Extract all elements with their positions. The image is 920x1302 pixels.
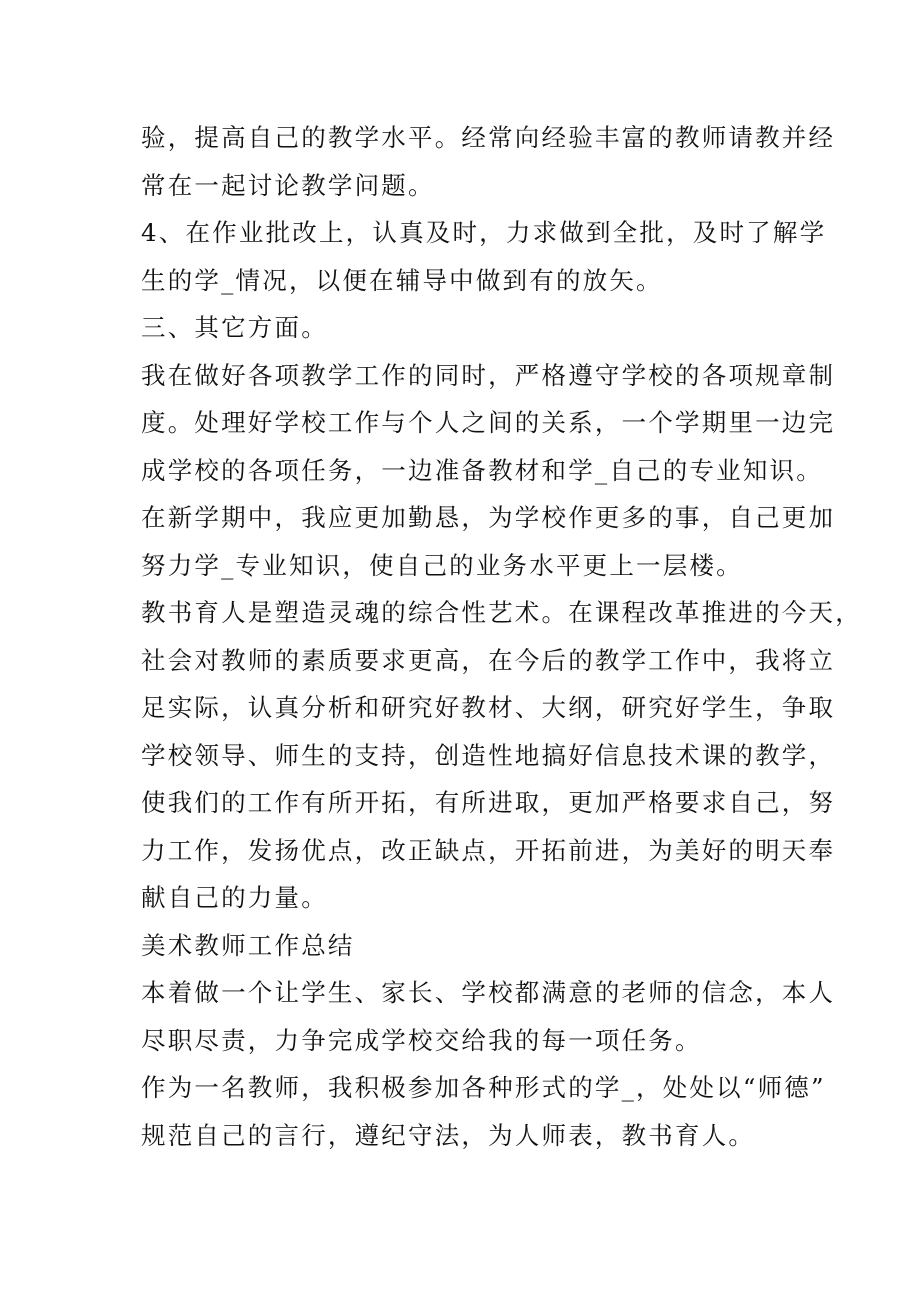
section-heading: 三、其它方面。 bbox=[141, 313, 328, 342]
document-title: 美术教师工作总结 bbox=[141, 930, 355, 960]
text-line: 力工作，发扬优点，改正缺点，开拓前进，为美好的明天奉 bbox=[141, 835, 836, 865]
text-line: 教书育人是塑造灵魂的综合性艺术。在课程改革推进的今天， bbox=[141, 598, 862, 627]
text-line: 献自己的力量。 bbox=[141, 883, 328, 912]
text-line: 我在做好各项教学工作的同时，严格遵守学校的各项规章制 bbox=[141, 360, 836, 390]
text-line: 在新学期中，我应更加勤恳，为学校作更多的事，自己更加 bbox=[141, 503, 836, 532]
text-line: 使我们的工作有所开拓，有所进取，更加严格要求自己，努 bbox=[141, 788, 836, 817]
text-line: 尽职尽责，力争完成学校交给我的每一项任务。 bbox=[141, 1025, 702, 1055]
text-line: 学校领导、师生的支持，创造性地搞好信息技术课的教学， bbox=[141, 740, 836, 770]
text-line: 验，提高自己的教学水平。经常向经验丰富的教师请教并经 bbox=[141, 123, 836, 152]
text-line: 生的学_情况，以便在辅导中做到有的放矢。 bbox=[141, 265, 663, 295]
document-body bbox=[141, 114, 862, 1159]
text-line: 规范自己的言行，遵纪守法，为人师表，教书育人。 bbox=[141, 1120, 756, 1150]
text-line: 常在一起讨论教学问题。 bbox=[141, 170, 435, 200]
text-line: 足实际，认真分析和研究好教材、大纲，研究好学生，争取 bbox=[141, 693, 836, 722]
text-line: 作为一名教师，我积极参加各种形式的学_，处处以“师德” bbox=[141, 1073, 826, 1102]
text-line: 成学校的各项任务，一边准备教材和学_自己的专业知识。 bbox=[141, 455, 823, 485]
text-line: 4、在作业批改上，认真及时，力求做到全批，及时了解学 bbox=[141, 218, 827, 247]
text-line: 度。处理好学校工作与个人之间的关系，一个学期里一边完 bbox=[141, 408, 836, 437]
text-line: 努力学_专业知识，使自己的业务水平更上一层楼。 bbox=[141, 550, 743, 580]
text-line: 社会对教师的素质要求更高，在今后的教学工作中，我将立 bbox=[141, 645, 836, 675]
text-line: 本着做一个让学生、家长、学校都满意的老师的信念，本人 bbox=[141, 978, 836, 1007]
